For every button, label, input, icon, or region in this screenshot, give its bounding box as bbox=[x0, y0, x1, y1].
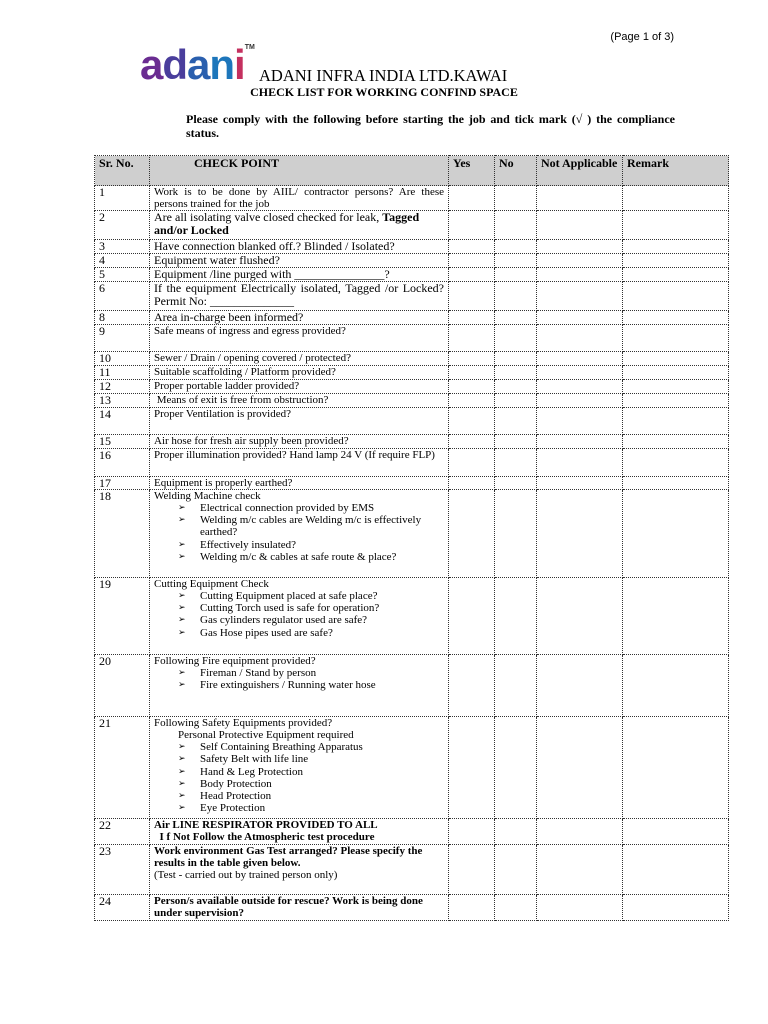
table-row: 12 Proper portable ladder provided? bbox=[95, 379, 729, 393]
instruction-text: Please comply with the following before starting the job and tick mark (√ ) the compliance status. bbox=[186, 112, 675, 140]
table-row: 19 Cutting Equipment Check ➢ Cutting Equipment placed at safe place? ➢ Cutting Torch used is safe for operation? ➢ Gas cylinders regulator used are safe? ➢ Gas Hose pipes used are safe? bbox=[95, 577, 729, 654]
table-row: 3 Have connection blanked off.? Blinded / Isolated? bbox=[95, 240, 729, 254]
col-check-point: CHECK POINT bbox=[150, 156, 449, 186]
table-row: 9 Safe means of ingress and egress provided? bbox=[95, 324, 729, 351]
page-number: (Page 1 of 3) bbox=[610, 31, 674, 43]
list-item: ➢ Effectively insulated? bbox=[178, 539, 444, 551]
list-item: ➢ Welding m/c cables are Welding m/c is effectively earthed? bbox=[178, 514, 444, 538]
list-item: ➢ Body Protection bbox=[178, 778, 444, 790]
table-row: 23 Work environment Gas Test arranged? Please specify the results in the table given below. (Test - carried out by trained person only) bbox=[95, 844, 729, 894]
table-row: 20 Following Fire equipment provided? ➢ Fireman / Stand by person ➢ Fire extinguishers / Running water hose bbox=[95, 654, 729, 716]
list-item: ➢ Gas cylinders regulator used are safe? bbox=[178, 614, 444, 626]
list-item: ➢ Cutting Equipment placed at safe place? bbox=[178, 590, 444, 602]
table-row: 11 Suitable scaffolding / Platform provided? bbox=[95, 365, 729, 379]
list-item: ➢ Head Protection bbox=[178, 790, 444, 802]
col-remark: Remark bbox=[623, 156, 729, 186]
list-item: ➢ Electrical connection provided by EMS bbox=[178, 502, 444, 514]
fire-equipment-list bbox=[154, 667, 444, 691]
col-not-applicable: Not Applicable bbox=[537, 156, 623, 186]
list-item: ➢ Fire extinguishers / Running water hose bbox=[178, 679, 444, 691]
table-row: 1 Work is to be done by AIIL/ contractor persons? Are these persons trained for the job bbox=[95, 186, 729, 211]
table-row: 24 Person/s available outside for rescue? Work is being done under supervision? bbox=[95, 894, 729, 920]
table-row: 10 Sewer / Drain / opening covered / protected? bbox=[95, 351, 729, 365]
list-item: ➢ Fireman / Stand by person bbox=[178, 667, 444, 679]
table-row: 16 Proper illumination provided? Hand lamp 24 V (If require FLP) bbox=[95, 448, 729, 476]
table-row: 13 Means of exit is free from obstruction? bbox=[95, 393, 729, 407]
list-item: ➢ Cutting Torch used is safe for operation? bbox=[178, 602, 444, 614]
col-no: No bbox=[495, 156, 537, 186]
company-name: ADANI INFRA INDIA LTD.KAWAI bbox=[259, 66, 508, 85]
welding-check-list bbox=[154, 502, 444, 563]
table-row: 21 Following Safety Equipments provided? Personal Protective Equipment required ➢ Self Containing Breathing Apparatus ➢ Safety Belt with life line ➢ Hand & Leg Protection ➢ Body Protection ➢ Head Protection ➢ Eye Protection bbox=[95, 716, 729, 818]
list-item: ➢ Self Containing Breathing Apparatus bbox=[178, 741, 444, 753]
table-row: 18 Welding Machine check ➢ Electrical connection provided by EMS ➢ Welding m/c cables are Welding m/c is effectively earthed? ➢ Effectively insulated? ➢ Welding m/c & cables at safe route & place? bbox=[95, 489, 729, 577]
table-row: 5 Equipment /line purged with _______________? bbox=[95, 268, 729, 282]
checklist-table bbox=[94, 155, 729, 921]
table-row: 2 Are all isolating valve closed checked for leak, Tagged and/or Locked bbox=[95, 211, 729, 240]
list-item: ➢ Gas Hose pipes used are safe? bbox=[178, 627, 444, 639]
table-row: 17 Equipment is properly earthed? bbox=[95, 476, 729, 489]
col-sr-no: Sr. No. bbox=[95, 156, 150, 186]
table-row: 8 Area in-charge been informed? bbox=[95, 311, 729, 324]
table-header-row bbox=[95, 156, 729, 186]
list-item: ➢ Eye Protection bbox=[178, 802, 444, 814]
cutting-check-list bbox=[154, 590, 444, 639]
list-item: ➢ Hand & Leg Protection bbox=[178, 766, 444, 778]
table-row: 6 If the equipment Electrically isolated, Tagged /or Locked? Permit No: ______________ bbox=[95, 282, 729, 311]
list-item: ➢ Safety Belt with life line bbox=[178, 753, 444, 765]
table-row: 15 Air hose for fresh air supply been provided? bbox=[95, 434, 729, 448]
table-row: 14 Proper Ventilation is provided? bbox=[95, 407, 729, 434]
table-row: 4 Equipment water flushed? bbox=[95, 254, 729, 268]
ppe-list bbox=[154, 741, 444, 814]
col-yes: Yes bbox=[449, 156, 495, 186]
adani-logo: adani™ bbox=[140, 41, 255, 88]
document-title: CHECK LIST FOR WORKING CONFIND SPACE bbox=[250, 85, 518, 99]
list-item: ➢ Welding m/c & cables at safe route & place? bbox=[178, 551, 444, 563]
table-row: 22 Air LINE RESPIRATOR PROVIDED TO ALL I f Not Follow the Atmospheric test procedure bbox=[95, 818, 729, 844]
